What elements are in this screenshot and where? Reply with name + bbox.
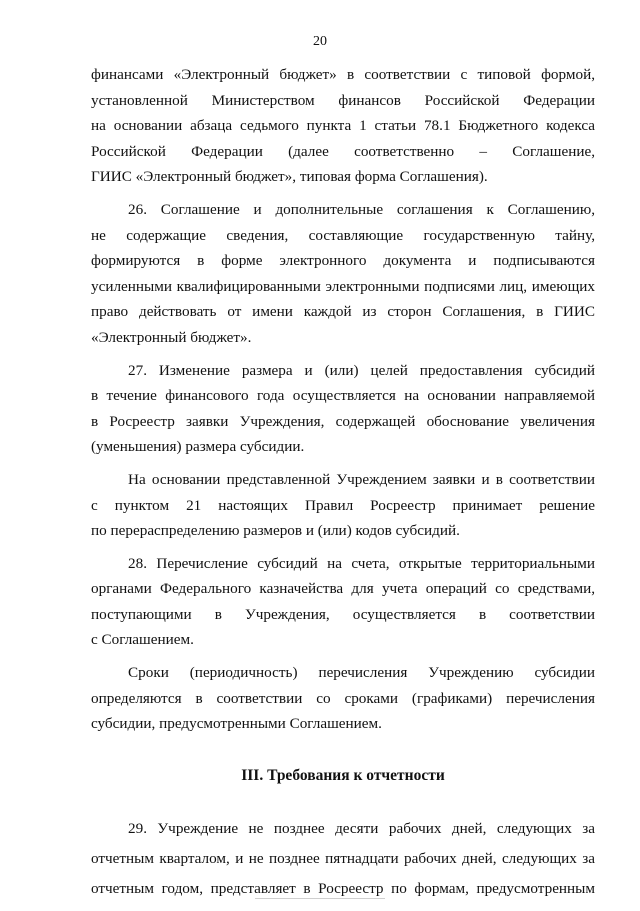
- text-line: формируются в форме электронного документа и подписываются: [91, 252, 595, 270]
- paragraph-28: [91, 551, 595, 653]
- text-line: На основании представленной Учреждением заявки и в соответствии: [128, 470, 595, 488]
- text-line: органами Федерального казначейства для учета операций со средствами,: [91, 580, 595, 598]
- paragraph-26: [91, 197, 595, 351]
- paragraph-28-terms: [91, 660, 595, 737]
- text-line: поступающими в Учреждения, осуществляется в соответствии: [91, 605, 595, 623]
- text-line: 29. Учреждение не позднее десяти рабочих дней, следующих за: [128, 820, 595, 838]
- text-line: на основании абзаца седьмого пункта 1 статьи 78.1 Бюджетного кодекса: [91, 117, 595, 135]
- page-number: 20: [313, 34, 327, 49]
- paragraph-27-continued: [91, 467, 595, 544]
- text-line: отчетным кварталом, и не позднее пятнадцати рабочих дней, следующих за: [91, 850, 595, 868]
- text-line: Российской Федерации (далее соответственно – Соглашение,: [91, 142, 595, 160]
- paragraph-27: [91, 358, 595, 460]
- text-line: ГИИС «Электронный бюджет», типовая форма Соглашения).: [91, 168, 488, 186]
- text-line: определяются в соответствии со сроками (графиками) перечисления: [91, 689, 595, 707]
- text-line: усиленными квалифицированными электронными подписями лиц, имеющих: [91, 277, 595, 295]
- text-line: в Росреестр заявки Учреждения, содержащей обоснование увеличения: [91, 412, 595, 430]
- text-line: 28. Перечисление субсидий на счета, открытые территориальными: [128, 554, 595, 572]
- text-line: право действовать от имени каждой из сторон Соглашения, в ГИИС: [91, 303, 595, 321]
- paragraph-29: [91, 814, 595, 904]
- text-line: в течение финансового года осуществляется на основании направляемой: [91, 387, 595, 405]
- text-line: субсидии, предусмотренными Соглашением.: [91, 715, 382, 733]
- section-heading: III. Требования к отчетности: [241, 766, 445, 784]
- text-line: с пунктом 21 настоящих Правил Росреестр принимает решение: [91, 496, 595, 514]
- text-line: 26. Соглашение и дополнительные соглашения к Соглашению,: [128, 200, 595, 218]
- text-line: финансами «Электронный бюджет» в соответствии с типовой формой,: [91, 66, 595, 83]
- text-line: «Электронный бюджет».: [91, 328, 252, 346]
- text-line: (уменьшения) размера субсидии.: [91, 438, 305, 456]
- text-line: 27. Изменение размера и (или) целей предоставления субсидий: [128, 361, 595, 379]
- text-line: Сроки (периодичность) перечисления Учреждению субсидии: [128, 664, 595, 682]
- scan-edge-mark: [255, 898, 385, 899]
- text-line: по перераспределению размеров и (или) кодов субсидий.: [91, 522, 460, 540]
- text-line: отчетным годом, представляет в Росреестр по формам, предусмотренным: [91, 880, 595, 898]
- text-line: установленной Министерством финансов Российской Федерации: [91, 91, 595, 109]
- paragraph-intro: [91, 62, 595, 190]
- text-line: с Соглашением.: [91, 631, 194, 649]
- text-line: не содержащие сведения, составляющие государственную тайну,: [91, 226, 595, 244]
- document-body: [91, 62, 595, 911]
